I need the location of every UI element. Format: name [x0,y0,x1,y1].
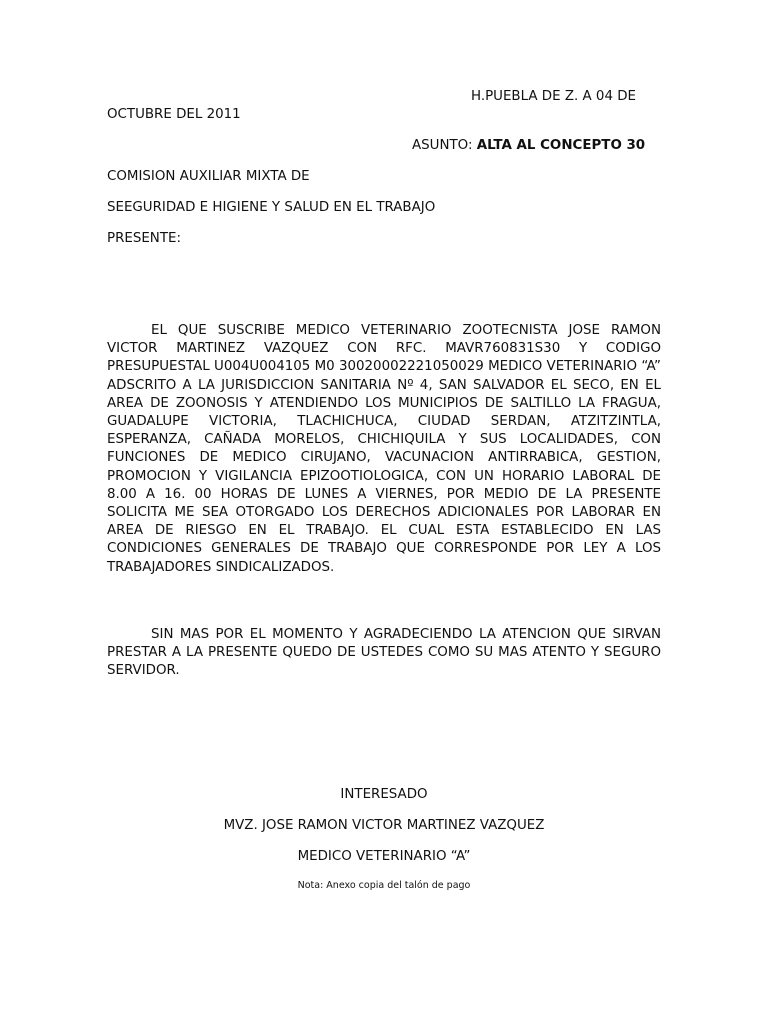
recipient-line-3: PRESENTE: [107,231,181,246]
body-paragraph-2: SIN MAS POR EL MOMENTO Y AGRADECIENDO LA ATENCION QUE SIRVAN PRESTAR A LA PRESENTE QUEDO DE USTEDES COMO SU MAS ATENTO Y SEGURO SERVIDOR. [107,627,661,679]
signature-name: MVZ. JOSE RAMON VICTOR MARTINEZ VAZQUEZ [223,818,545,833]
recipient-line-1: COMISION AUXILIAR MIXTA DE [107,169,310,184]
attachment-note: Nota: Anexo copia del talón de pago [297,880,471,891]
date-line-2: OCTUBRE DEL 2011 [107,107,241,122]
subject-label: ASUNTO: [412,138,473,153]
signature-label: INTERESADO [340,787,428,802]
date-line-1: H.PUEBLA DE Z. A 04 DE [471,89,636,104]
body-paragraph-1: EL QUE SUSCRIBE MEDICO VETERINARIO ZOOTECNISTA JOSE RAMON VICTOR MARTINEZ VAZQUEZ CON RFC. MAVR760831S30 Y CODIGO PRESUPUESTAL U004U004105 M0 30020002221050029 MEDICO VETERINARIO “A” ADSCRITO A LA JURISDICCION SANITARIA Nº 4, SAN SALVADOR EL SECO, EN EL AREA DE ZOONOSIS Y ATENDIENDO LOS MUNICIPIOS DE SALTILLO LA FRAGUA, GUADALUPE VICTORIA, TLACHICHUCA, CIUDAD SERDAN, ATZITZINTLA, ESPERANZA, CAÑADA MORELOS, CHICHIQUILA Y SUS LOCALIDADES, CON FUNCIONES DE MEDICO CIRUJANO, VACUNACION ANTIRRABICA, GESTION, PROMOCION Y VIGILANCIA EPIZOOTIOLOGICA, CON UN HORARIO LABORAL DE 8.00 A 16. 00 HORAS DE LUNES A VIERNES, POR MEDIO DE LA PRESENTE SOLICITA ME SEA OTORGADO LOS DERECHOS ADICIONALES POR LABORAR EN AREA DE RIESGO EN EL TRABAJO. EL CUAL ESTA ESTABLECIDO EN LAS CONDICIONES GENERALES DE TRABAJO QUE CORRESPONDE POR LEY A LOS TRABAJADORES SINDICALIZADOS. [107,323,661,575]
signature-title: MEDICO VETERINARIO “A” [297,849,471,864]
subject-value: ALTA AL CONCEPTO 30 [476,138,646,153]
recipient-line-2: SEEGURIDAD E HIGIENE Y SALUD EN EL TRABAJO [107,200,436,215]
subject-line [412,137,645,155]
